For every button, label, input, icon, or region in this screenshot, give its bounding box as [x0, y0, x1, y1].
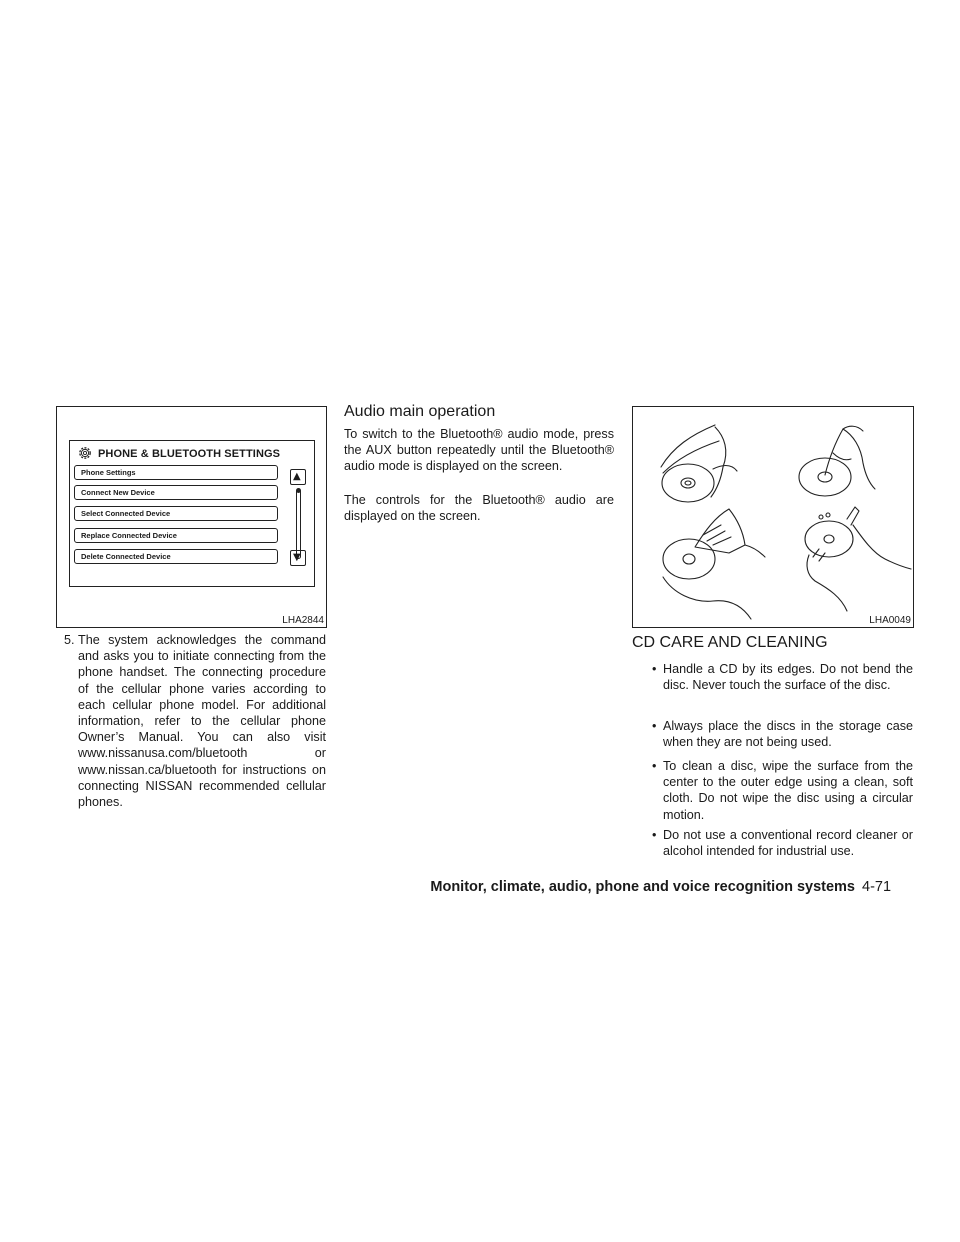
settings-screen [69, 440, 315, 587]
scrollbar-thumb[interactable] [296, 488, 301, 493]
figure-code: LHA2844 [282, 615, 324, 626]
triangle-down-icon: ▼ [293, 552, 301, 563]
cd-bullet-item [652, 718, 913, 750]
cd-handling-illustration [633, 407, 913, 627]
figure-phone-bluetooth-settings [56, 406, 327, 628]
disc-icon [663, 539, 715, 579]
figure-code: LHA0049 [869, 615, 911, 626]
step-5 [64, 632, 326, 810]
figure-cd-handling [632, 406, 914, 628]
bullet-icon: • [652, 719, 657, 733]
bullet-text: To clean a disc, wipe the surface from the center to the outer edge using a clean, soft cloth. Do not wipe the disc using a circular motion. [663, 759, 913, 822]
cd-bullet-item [652, 758, 913, 823]
bullet-text: Handle a CD by its edges. Do not bend the disc. Never touch the surface of the disc. [663, 662, 913, 693]
disc-icon [662, 464, 714, 502]
bullet-icon: • [652, 662, 657, 676]
phone-settings-button[interactable]: Phone Settings [74, 465, 278, 480]
cd-heading: CD CARE AND CLEANING [632, 634, 828, 651]
scrollbar-track[interactable] [296, 489, 301, 559]
bullet-text: Do not use a conventional record cleaner or alcohol intended for industrial use. [663, 828, 913, 859]
step-number: 5. [64, 633, 75, 647]
disc-icon [799, 458, 851, 496]
bullet-text: Always place the discs in the storage case when they are not being used. [663, 719, 913, 750]
audio-heading: Audio main operation [344, 403, 496, 420]
cd-bullet-item [652, 827, 913, 859]
bullet-icon: • [652, 759, 657, 773]
gear-icon [77, 445, 93, 461]
select-connected-device-button[interactable]: Select Connected Device [74, 506, 278, 521]
audio-paragraph-1: To switch to the Bluetooth® audio mode, press the AUX button repeatedly until the Bluetooth® audio mode is displayed on the screen. [344, 427, 614, 474]
replace-connected-device-button[interactable]: Replace Connected Device [74, 528, 278, 543]
delete-connected-device-button[interactable]: Delete Connected Device [74, 549, 278, 564]
disc-icon [805, 521, 853, 557]
audio-paragraph-2: The controls for the Bluetooth® audio are displayed on the screen. [344, 493, 614, 524]
scroll-up-button[interactable] [290, 469, 306, 485]
step-text: The system acknowledges the command and asks you to initiate connecting from the phone handset. The connecting procedure of the cellular phone varies according to each cellular phone model. For additional information, refer to the cellular phone Owner’s Manual. You can also visit www.nissanusa.com/bluetooth or www.nissan.ca/bluetooth for instructions on connecting NISSAN recommended cellular phones. [78, 633, 326, 810]
scroll-down-button[interactable] [290, 550, 306, 566]
screen-title: PHONE & BLUETOOTH SETTINGS [98, 448, 281, 460]
connect-new-device-button[interactable]: Connect New Device [74, 485, 278, 500]
bullet-icon: • [652, 828, 657, 842]
footer-section-title: Monitor, climate, audio, phone and voice recognition systems [430, 879, 855, 895]
cd-bullet-item [652, 661, 913, 693]
triangle-up-icon: ▲ [293, 471, 301, 482]
page-number: 4-71 [862, 879, 892, 895]
